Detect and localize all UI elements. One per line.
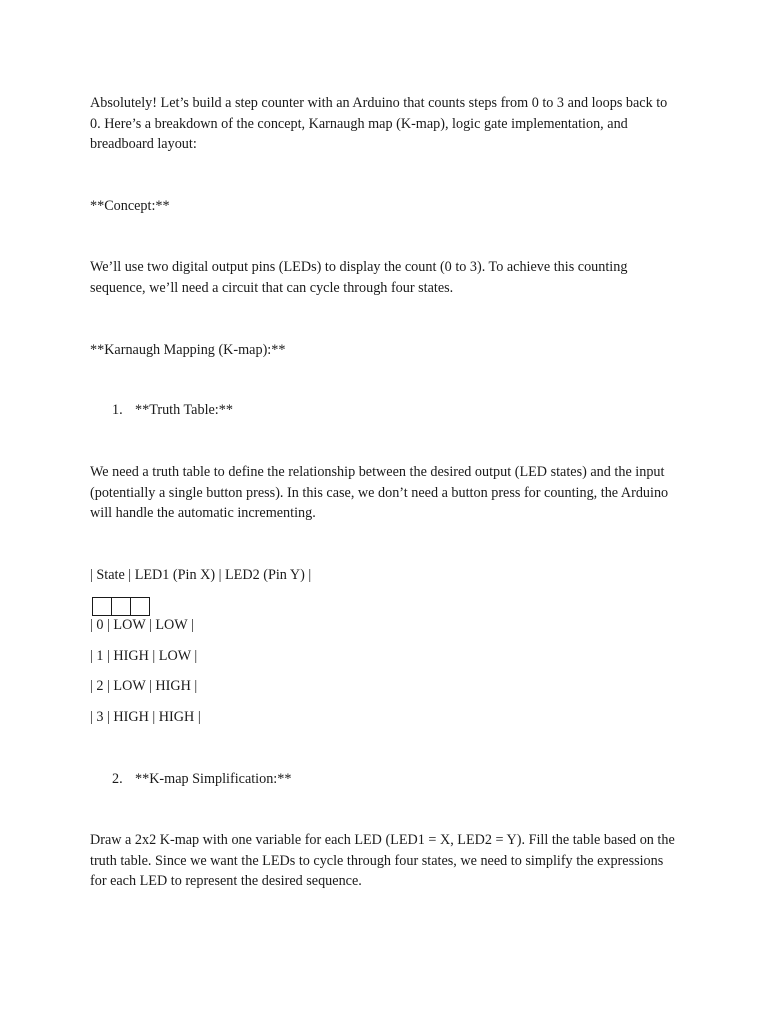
truth-table-paragraph: We need a truth table to define the relationship between the desired output (LED states) and the input (potentially a single button press). In this case, we don’t need a button press for counting, the Arduino will handle the automatic incrementing.	[90, 464, 669, 521]
empty-cell	[111, 597, 131, 616]
list-number: 2.	[112, 771, 123, 787]
concept-heading: **Concept:**	[90, 198, 170, 214]
concept-paragraph: We’ll use two digital output pins (LEDs) to display the count (0 to 3). To achieve this counting sequence, we’ll need a circuit that can cycle through four states.	[90, 259, 628, 296]
empty-cell	[130, 597, 150, 616]
list-item-truth-table	[112, 400, 233, 421]
list-number: 1.	[112, 402, 123, 418]
intro-paragraph: Absolutely! Let’s build a step counter with an Arduino that counts steps from 0 to 3 and loops back to 0. Here’s a breakdown of the concept, Karnaugh map (K-map), logic gate implementation, and breadboard layout:	[90, 95, 668, 152]
list-label: **K-map Simplification:**	[135, 771, 292, 787]
empty-table-cells	[92, 597, 149, 616]
table-row: | 3 | HIGH | HIGH |	[90, 709, 201, 725]
table-row: | 2 | LOW | HIGH |	[90, 678, 198, 694]
table-header-row: | State | LED1 (Pin X) | LED2 (Pin Y) |	[90, 567, 312, 583]
kmap-heading: **Karnaugh Mapping (K-map):**	[90, 342, 286, 358]
list-item-kmap-simplification	[112, 769, 291, 790]
list-label: **Truth Table:**	[135, 402, 233, 418]
kmap-paragraph: Draw a 2x2 K-map with one variable for each LED (LED1 = X, LED2 = Y). Fill the table based on the truth table. Since we want the LEDs to cycle through four states, we need to simplify the expressions for each LED to represent the desired sequence.	[90, 832, 675, 889]
table-row: | 0 | LOW | LOW |	[90, 617, 194, 633]
table-row: | 1 | HIGH | LOW |	[90, 648, 198, 664]
empty-cell	[92, 597, 112, 616]
